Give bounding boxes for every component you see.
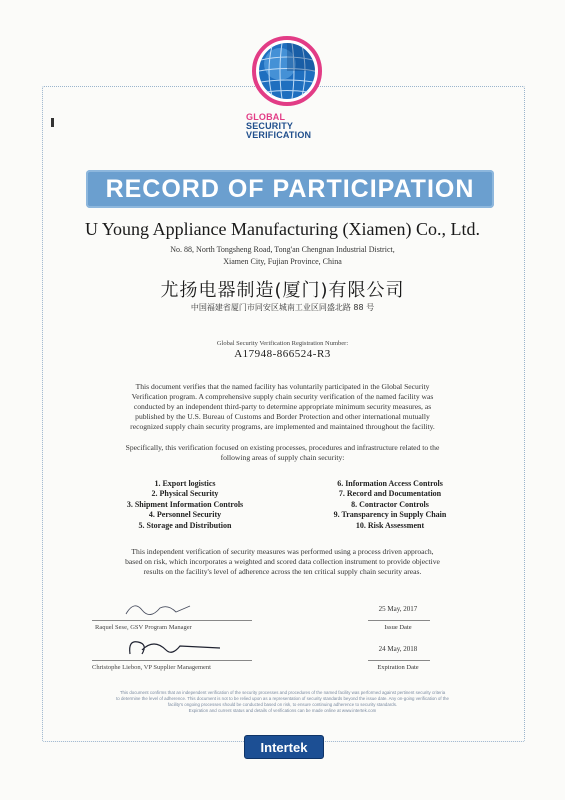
- security-areas-right: [305, 479, 475, 531]
- footer-disclaimer: [60, 690, 505, 714]
- paragraph-line: This document verifies that the named facility has voluntarily participated in the Global Security: [135, 382, 430, 391]
- paragraph-line: results on the facility's level of adherence across the ten critical supply chain security areas.: [143, 567, 422, 576]
- company-address-line1: No. 88, North Tongsheng Road, Tong'an Chengnan Industrial District,: [170, 245, 395, 254]
- footer-line: facility's ongoing processes should be conducted based on risk, to ensure continuing adherence to security standards.: [167, 702, 398, 707]
- registration-label: Global Security Verification Registration Number:: [216, 340, 349, 347]
- issue-date: 25 May, 2017: [378, 605, 418, 613]
- paragraph-line: conducted by an independent third-party to determine appropriate minimum security measures, as: [133, 402, 432, 411]
- signatory-2: Christophe Liebon, VP Supplier Management: [92, 664, 211, 671]
- methodology-paragraph: [70, 547, 495, 577]
- footer-line: This document confirms that an independent verification of the security processes and procedures of the named facility was performed against pertinent security criteria: [119, 690, 446, 695]
- list-item: 4. Personnel Security: [148, 510, 222, 520]
- paragraph-line: following areas of supply chain security:: [220, 453, 345, 462]
- intertek-logo: [244, 735, 324, 759]
- company-address-chinese: 中国福建省厦门市同安区城南工业区同盛北路 88 号: [190, 303, 375, 312]
- paragraph-line: Specifically, this verification focused on existing processes, procedures and infrastructure related to the: [125, 443, 440, 452]
- expiration-date: 24 May, 2018: [378, 645, 418, 653]
- list-item: 3. Shipment Information Controls: [126, 499, 244, 509]
- registration-number: A17948-866524-R3: [234, 348, 331, 360]
- list-item: 5. Storage and Distribution: [138, 520, 232, 530]
- paragraph-line: recognized supply chain security programs, are implemented and maintained throughout the facility.: [130, 422, 435, 431]
- document-title: RECORD OF PARTICIPATION: [105, 174, 475, 203]
- signature-line-2: [92, 660, 252, 661]
- company-name: U Young Appliance Manufacturing (Xiamen) Co., Ltd.: [85, 219, 480, 239]
- paragraph-line: based on risk, which incorporates a weighted and scored data collection instrument to provide objective: [125, 557, 440, 566]
- expiration-date-label: Expiration Date: [377, 664, 419, 671]
- gsv-logo-text: [246, 113, 346, 140]
- company-address-line2: Xiamen City, Fujian Province, China: [223, 257, 342, 266]
- issue-date-label: Issue Date: [384, 624, 412, 631]
- signature-mark-2: [120, 632, 230, 662]
- list-item: 9. Transparency in Supply Chain: [333, 510, 447, 520]
- list-item: 1. Export logistics: [154, 479, 216, 488]
- corner-mark: [51, 118, 54, 127]
- title-banner: [86, 170, 494, 208]
- list-item: 7. Record and Documentation: [338, 489, 442, 499]
- paragraph-line: Verification program. A comprehensive supply chain security verification of the named facility was: [131, 392, 434, 401]
- footer-line: to determine the level of adherence. This document is not to be relied upon as a representation of security standards beyond the issue date. Any on-going verification of the: [116, 696, 449, 701]
- issue-date-line: [368, 620, 430, 621]
- logo-line-verification: VERIFICATION: [246, 130, 312, 140]
- signature-mark-1: [120, 596, 200, 620]
- paragraph-line: This independent verification of security measures was performed using a process driven approach,: [131, 547, 434, 556]
- intertek-logo-text: Intertek: [260, 739, 308, 755]
- list-item: 6. Information Access Controls: [337, 479, 443, 488]
- company-name-chinese: 尤扬电器制造(厦门)有限公司: [160, 280, 405, 301]
- expiration-date-line: [368, 660, 430, 661]
- verification-paragraph: [70, 382, 495, 432]
- security-areas-left: [100, 479, 270, 531]
- footer-line: Expiration and current status and details of verifications can be made online at www.intertek.com: [188, 708, 377, 713]
- list-item: 8. Contractor Controls: [351, 499, 429, 509]
- globe-grid-icon: [252, 36, 322, 106]
- list-item: 2. Physical Security: [151, 489, 219, 499]
- scope-paragraph: [70, 443, 495, 463]
- logo-line-global: GLOBAL: [246, 112, 286, 122]
- signature-line-1: [92, 620, 252, 621]
- list-item: 10. Risk Assessment: [355, 520, 425, 530]
- signatory-1: Raquel Sese, GSV Program Manager: [95, 624, 192, 631]
- paragraph-line: published by the U.S. Bureau of Customs and Border Protection and other international mutually: [135, 412, 430, 421]
- logo-line-security: SECURITY: [246, 121, 294, 131]
